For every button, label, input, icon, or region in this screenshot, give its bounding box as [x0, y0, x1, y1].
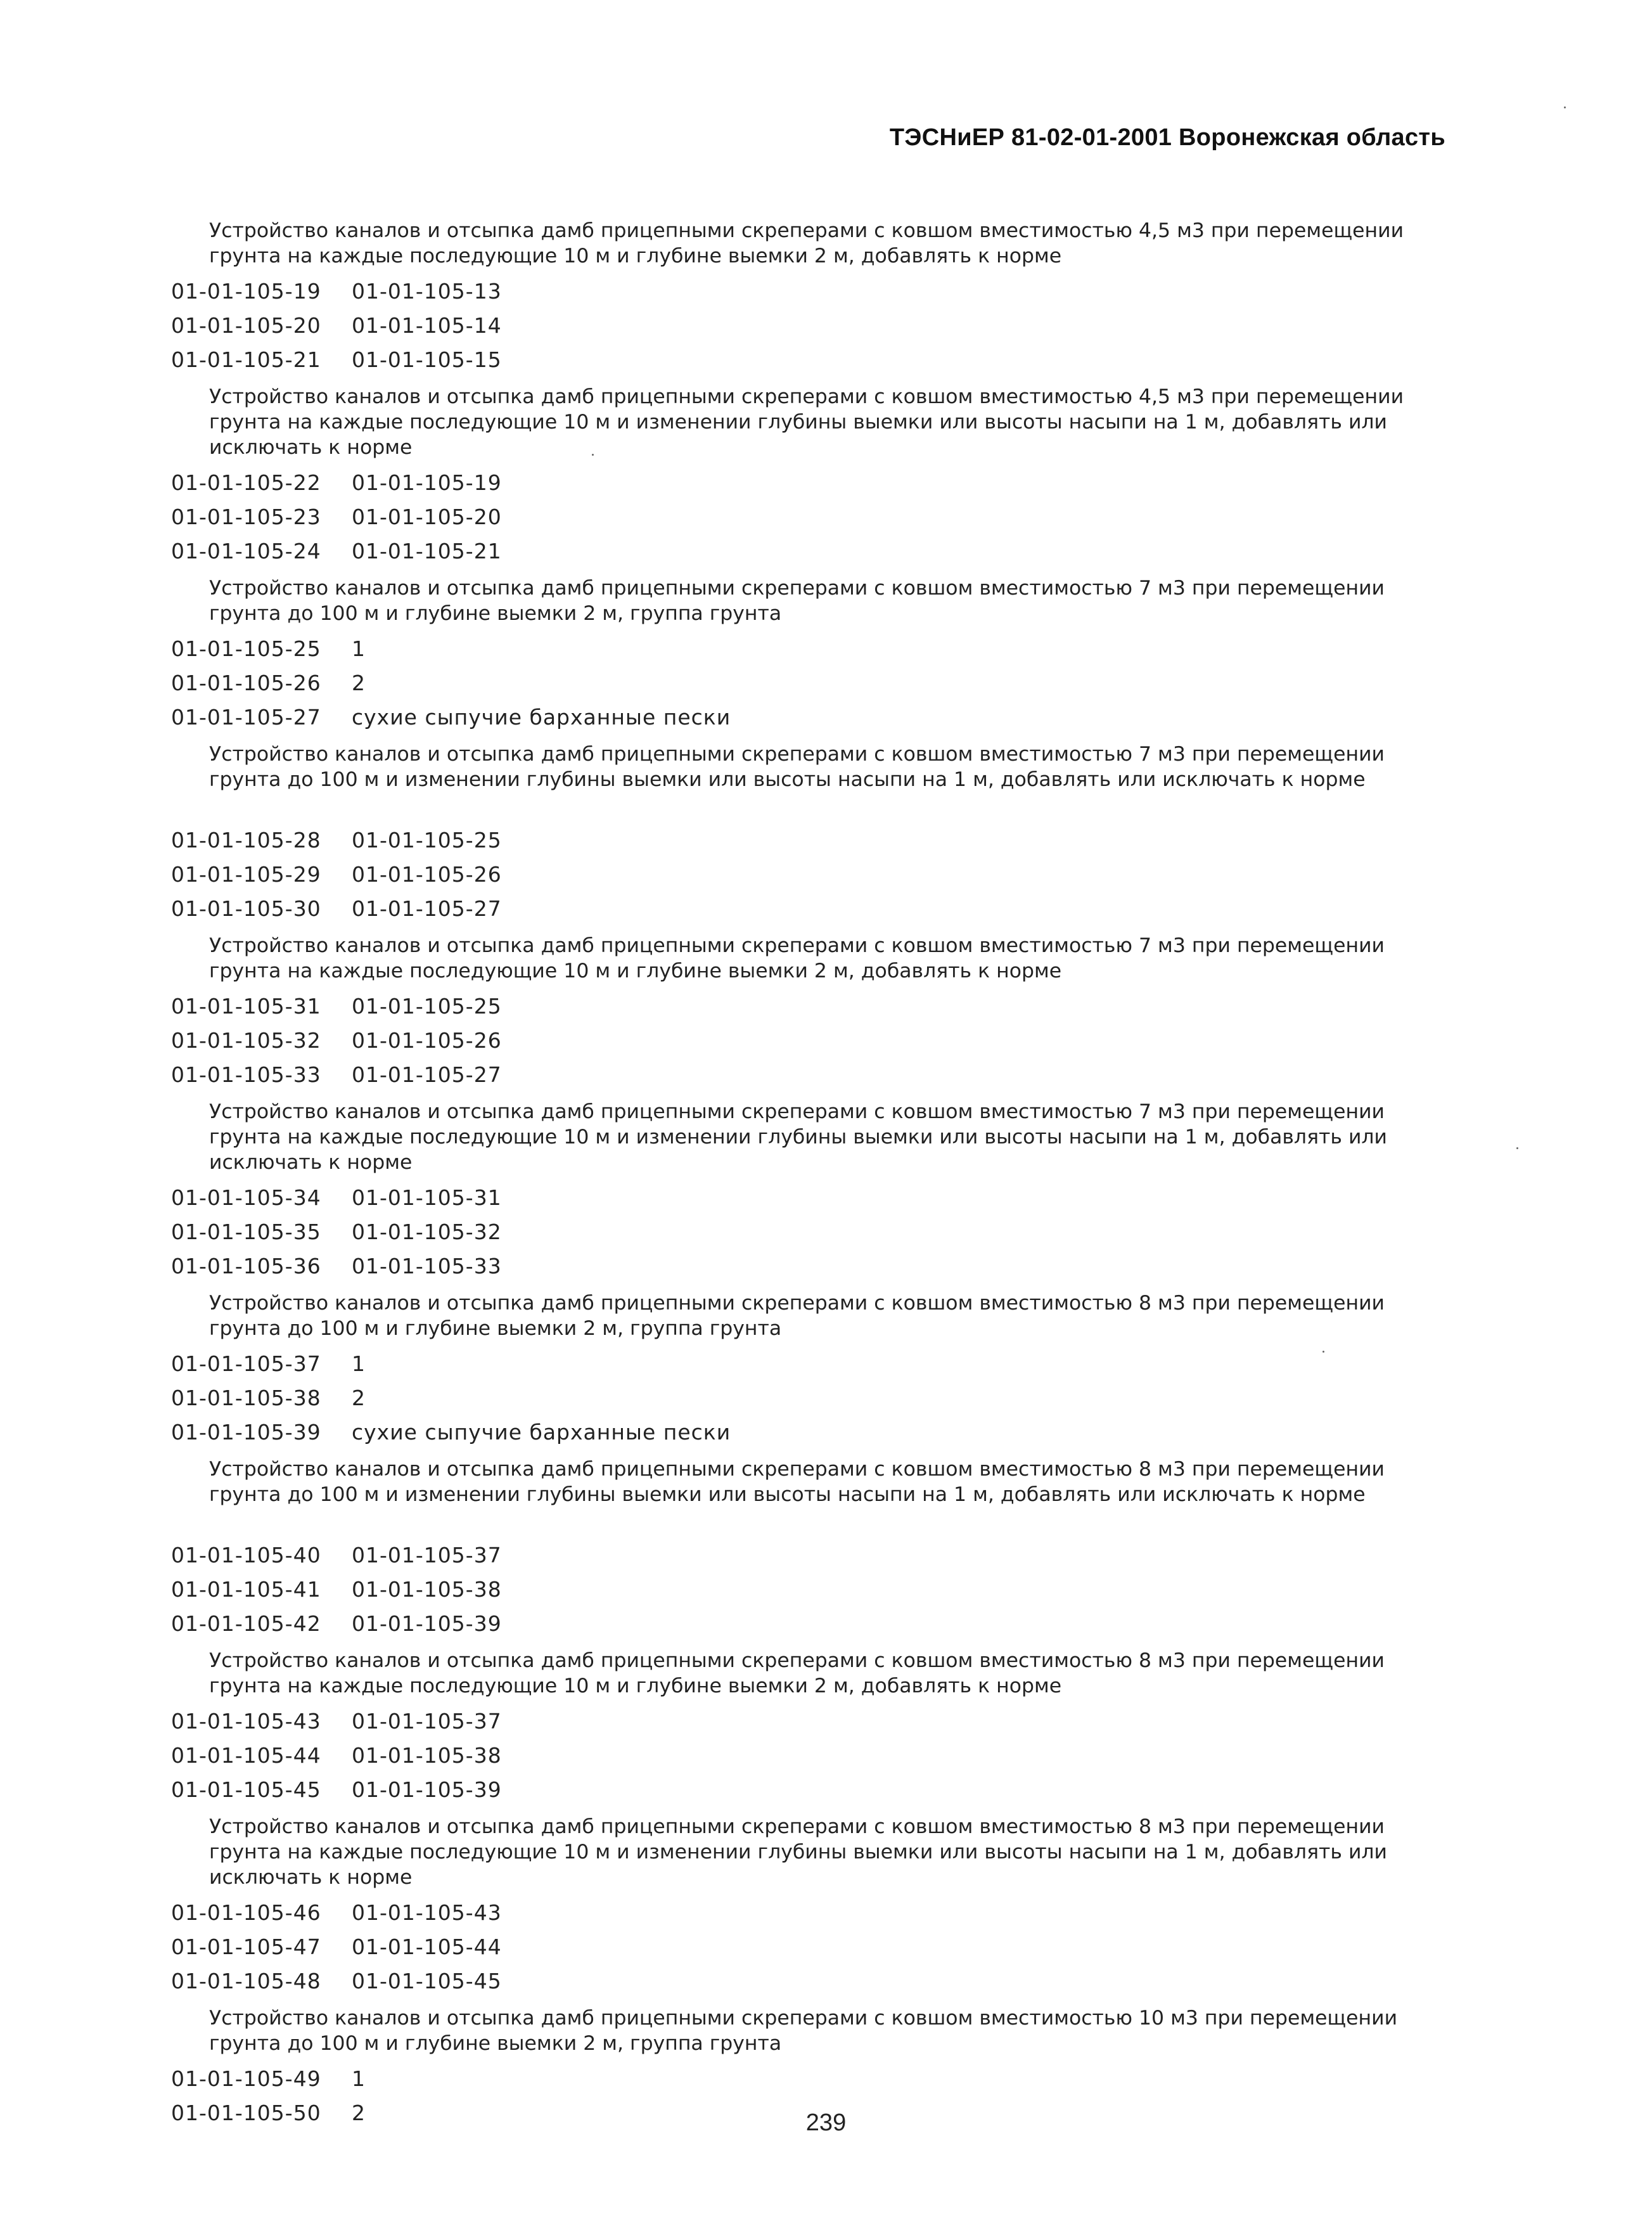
table-row: [171, 1738, 1445, 1772]
section-description: Устройство каналов и отсыпка дамб прицепными скреперами с ковшом вместимостью 7 м3 при перемещении грунта до 100 м и изменении глубины выемки или высоты насыпи на 1 м, добавлять или исключать к норме: [209, 743, 1385, 791]
soil-group: сухие сыпучие барханные пески: [352, 704, 731, 730]
norm-reference: 01-01-105-32: [352, 1219, 502, 1244]
section-description: Устройство каналов и отсыпка дамб прицепными скреперами с ковшом вместимостью 10 м3 при перемещении грунта до 100 м и глубине выемки 2 м, группа грунта: [209, 2007, 1398, 2055]
table-row: [171, 823, 1445, 857]
table-row: [171, 1929, 1445, 1964]
norm-code: 01-01-105-29: [171, 861, 321, 887]
norm-code: 01-01-105-30: [171, 896, 321, 921]
section-description: Устройство каналов и отсыпка дамб прицепными скреперами с ковшом вместимостью 8 м3 при перемещении грунта на каждые последующие 10 м и изменении глубины выемки или высоты насыпи на 1 м, добавлять или исключать к норме: [209, 1815, 1388, 1889]
table-row: [171, 1057, 1445, 1091]
table-row: [171, 1214, 1445, 1249]
document-header: ТЭСНиЕР 81-02-01-2001 Воронежская область: [889, 124, 1445, 151]
norm-section: [171, 576, 1445, 734]
section-description: Устройство каналов и отсыпка дамб прицепными скреперами с ковшом вместимостью 4,5 м3 при перемещении грунта на каждые последующие 10 м и глубине выемки 2 м, добавлять к норме: [209, 219, 1404, 267]
table-row: [171, 666, 1445, 700]
norm-section: [171, 218, 1445, 377]
norm-section: [171, 1291, 1445, 1449]
norm-section: [171, 1814, 1445, 1998]
norm-section: [171, 933, 1445, 1091]
table-row: [171, 1346, 1445, 1381]
section-description: Устройство каналов и отсыпка дамб прицепными скреперами с ковшом вместимостью 8 м3 при перемещении грунта до 100 м и глубине выемки 2 м, группа грунта: [209, 1292, 1385, 1340]
norm-code: 01-01-105-19: [171, 278, 321, 304]
table-row: [171, 1895, 1445, 1929]
norm-reference: 01-01-105-37: [352, 1542, 502, 1567]
norm-reference: 01-01-105-15: [352, 347, 502, 372]
norm-code: 01-01-105-34: [171, 1185, 321, 1210]
norm-reference: 01-01-105-13: [352, 278, 502, 304]
table-row: [171, 891, 1445, 925]
table-row: [171, 1180, 1445, 1214]
norm-reference: 01-01-105-44: [352, 1934, 502, 1959]
norm-code: 01-01-105-36: [171, 1253, 321, 1278]
table-row: [171, 700, 1445, 734]
table-row: [171, 989, 1445, 1023]
soil-group: сухие сыпучие барханные пески: [352, 1419, 731, 1445]
norm-code: 01-01-105-40: [171, 1542, 321, 1567]
norm-code: 01-01-105-49: [171, 2066, 321, 2091]
norms-list: [171, 210, 1445, 2130]
norm-section: [171, 1648, 1445, 1806]
norm-code: 01-01-105-25: [171, 636, 321, 661]
soil-group: 2: [352, 670, 366, 695]
table-row: [171, 1381, 1445, 1415]
norm-code: 01-01-105-46: [171, 1900, 321, 1925]
page-number: 239: [805, 2109, 847, 2136]
norm-code: 01-01-105-48: [171, 1968, 321, 1993]
norm-code: 01-01-105-43: [171, 1708, 321, 1734]
norm-reference: 01-01-105-26: [352, 861, 502, 887]
table-row: [171, 342, 1445, 377]
norm-section: [171, 1099, 1445, 1283]
table-row: [171, 274, 1445, 308]
norm-reference: 01-01-105-39: [352, 1611, 502, 1636]
norm-code: 01-01-105-24: [171, 538, 321, 563]
norm-code: 01-01-105-50: [171, 2100, 321, 2125]
scan-speck: [1322, 1351, 1324, 1353]
norm-code: 01-01-105-38: [171, 1385, 321, 1410]
norm-reference: 01-01-105-21: [352, 538, 502, 563]
table-row: [171, 1023, 1445, 1057]
norm-reference: 01-01-105-26: [352, 1027, 502, 1053]
norm-reference: 01-01-105-39: [352, 1777, 502, 1802]
norm-code: 01-01-105-33: [171, 1062, 321, 1087]
norm-reference: 01-01-105-20: [352, 504, 502, 529]
table-row: [171, 1415, 1445, 1449]
soil-group: 2: [352, 2100, 366, 2125]
table-row: [171, 1772, 1445, 1806]
norm-section: [171, 742, 1445, 925]
norm-code: 01-01-105-45: [171, 1777, 321, 1802]
soil-group: 2: [352, 1385, 366, 1410]
table-row: [171, 857, 1445, 891]
norm-reference: 01-01-105-33: [352, 1253, 502, 1278]
section-description: Устройство каналов и отсыпка дамб прицепными скреперами с ковшом вместимостью 7 м3 при перемещении грунта до 100 м и глубине выемки 2 м, группа грунта: [209, 577, 1385, 625]
norm-code: 01-01-105-47: [171, 1934, 321, 1959]
norm-code: 01-01-105-32: [171, 1027, 321, 1053]
norm-code: 01-01-105-22: [171, 470, 321, 495]
soil-group: 1: [352, 636, 366, 661]
norm-reference: 01-01-105-38: [352, 1576, 502, 1602]
norm-code: 01-01-105-28: [171, 827, 321, 853]
section-description: Устройство каналов и отсыпка дамб прицепными скреперами с ковшом вместимостью 7 м3 при перемещении грунта на каждые последующие 10 м и глубине выемки 2 м, добавлять к норме: [209, 934, 1385, 982]
table-row: [171, 1249, 1445, 1283]
table-row: [171, 631, 1445, 666]
norm-reference: 01-01-105-43: [352, 1900, 502, 1925]
norm-code: 01-01-105-39: [171, 1419, 321, 1445]
norm-section: [171, 384, 1445, 568]
table-row: [171, 1704, 1445, 1738]
norm-code: 01-01-105-23: [171, 504, 321, 529]
norm-code: 01-01-105-44: [171, 1742, 321, 1768]
scan-speck: [1564, 106, 1566, 108]
table-row: [171, 2061, 1445, 2095]
scan-speck: [592, 454, 594, 456]
norm-code: 01-01-105-35: [171, 1219, 321, 1244]
table-row: [171, 465, 1445, 499]
norm-reference: 01-01-105-25: [352, 827, 502, 853]
norm-reference: 01-01-105-27: [352, 1062, 502, 1087]
norm-reference: 01-01-105-31: [352, 1185, 502, 1210]
section-description: Устройство каналов и отсыпка дамб прицепными скреперами с ковшом вместимостью 8 м3 при перемещении грунта до 100 м и изменении глубины выемки или высоты насыпи на 1 м, добавлять или исключать к норме: [209, 1458, 1385, 1506]
section-description: Устройство каналов и отсыпка дамб прицепными скреперами с ковшом вместимостью 7 м3 при перемещении грунта на каждые последующие 10 м и изменении глубины выемки или высоты насыпи на 1 м, добавлять или исключать к норме: [209, 1100, 1388, 1174]
norm-section: [171, 1457, 1445, 1640]
norm-code: 01-01-105-42: [171, 1611, 321, 1636]
table-row: [171, 534, 1445, 568]
table-row: [171, 1606, 1445, 1640]
table-row: [171, 308, 1445, 342]
norm-code: 01-01-105-31: [171, 993, 321, 1019]
norm-reference: 01-01-105-27: [352, 896, 502, 921]
norm-code: 01-01-105-27: [171, 704, 321, 730]
norm-code: 01-01-105-20: [171, 312, 321, 338]
table-row: [171, 1538, 1445, 1572]
norm-code: 01-01-105-21: [171, 347, 321, 372]
table-row: [171, 1964, 1445, 1998]
norm-reference: 01-01-105-19: [352, 470, 502, 495]
norm-reference: 01-01-105-45: [352, 1968, 502, 1993]
scan-speck: [1516, 1147, 1518, 1149]
norm-code: 01-01-105-41: [171, 1576, 321, 1602]
norm-reference: 01-01-105-14: [352, 312, 502, 338]
norm-reference: 01-01-105-25: [352, 993, 502, 1019]
section-description: Устройство каналов и отсыпка дамб прицепными скреперами с ковшом вместимостью 4,5 м3 при перемещении грунта на каждые последующие 10 м и изменении глубины выемки или высоты насыпи на 1 м, добавлять или исключать к норме: [209, 385, 1404, 459]
soil-group: 1: [352, 1351, 366, 1376]
norm-code: 01-01-105-26: [171, 670, 321, 695]
norm-reference: 01-01-105-37: [352, 1708, 502, 1734]
table-row: [171, 499, 1445, 534]
norm-code: 01-01-105-37: [171, 1351, 321, 1376]
table-row: [171, 1572, 1445, 1606]
norm-reference: 01-01-105-38: [352, 1742, 502, 1768]
soil-group: 1: [352, 2066, 366, 2091]
section-description: Устройство каналов и отсыпка дамб прицепными скреперами с ковшом вместимостью 8 м3 при перемещении грунта на каждые последующие 10 м и глубине выемки 2 м, добавлять к норме: [209, 1649, 1385, 1697]
